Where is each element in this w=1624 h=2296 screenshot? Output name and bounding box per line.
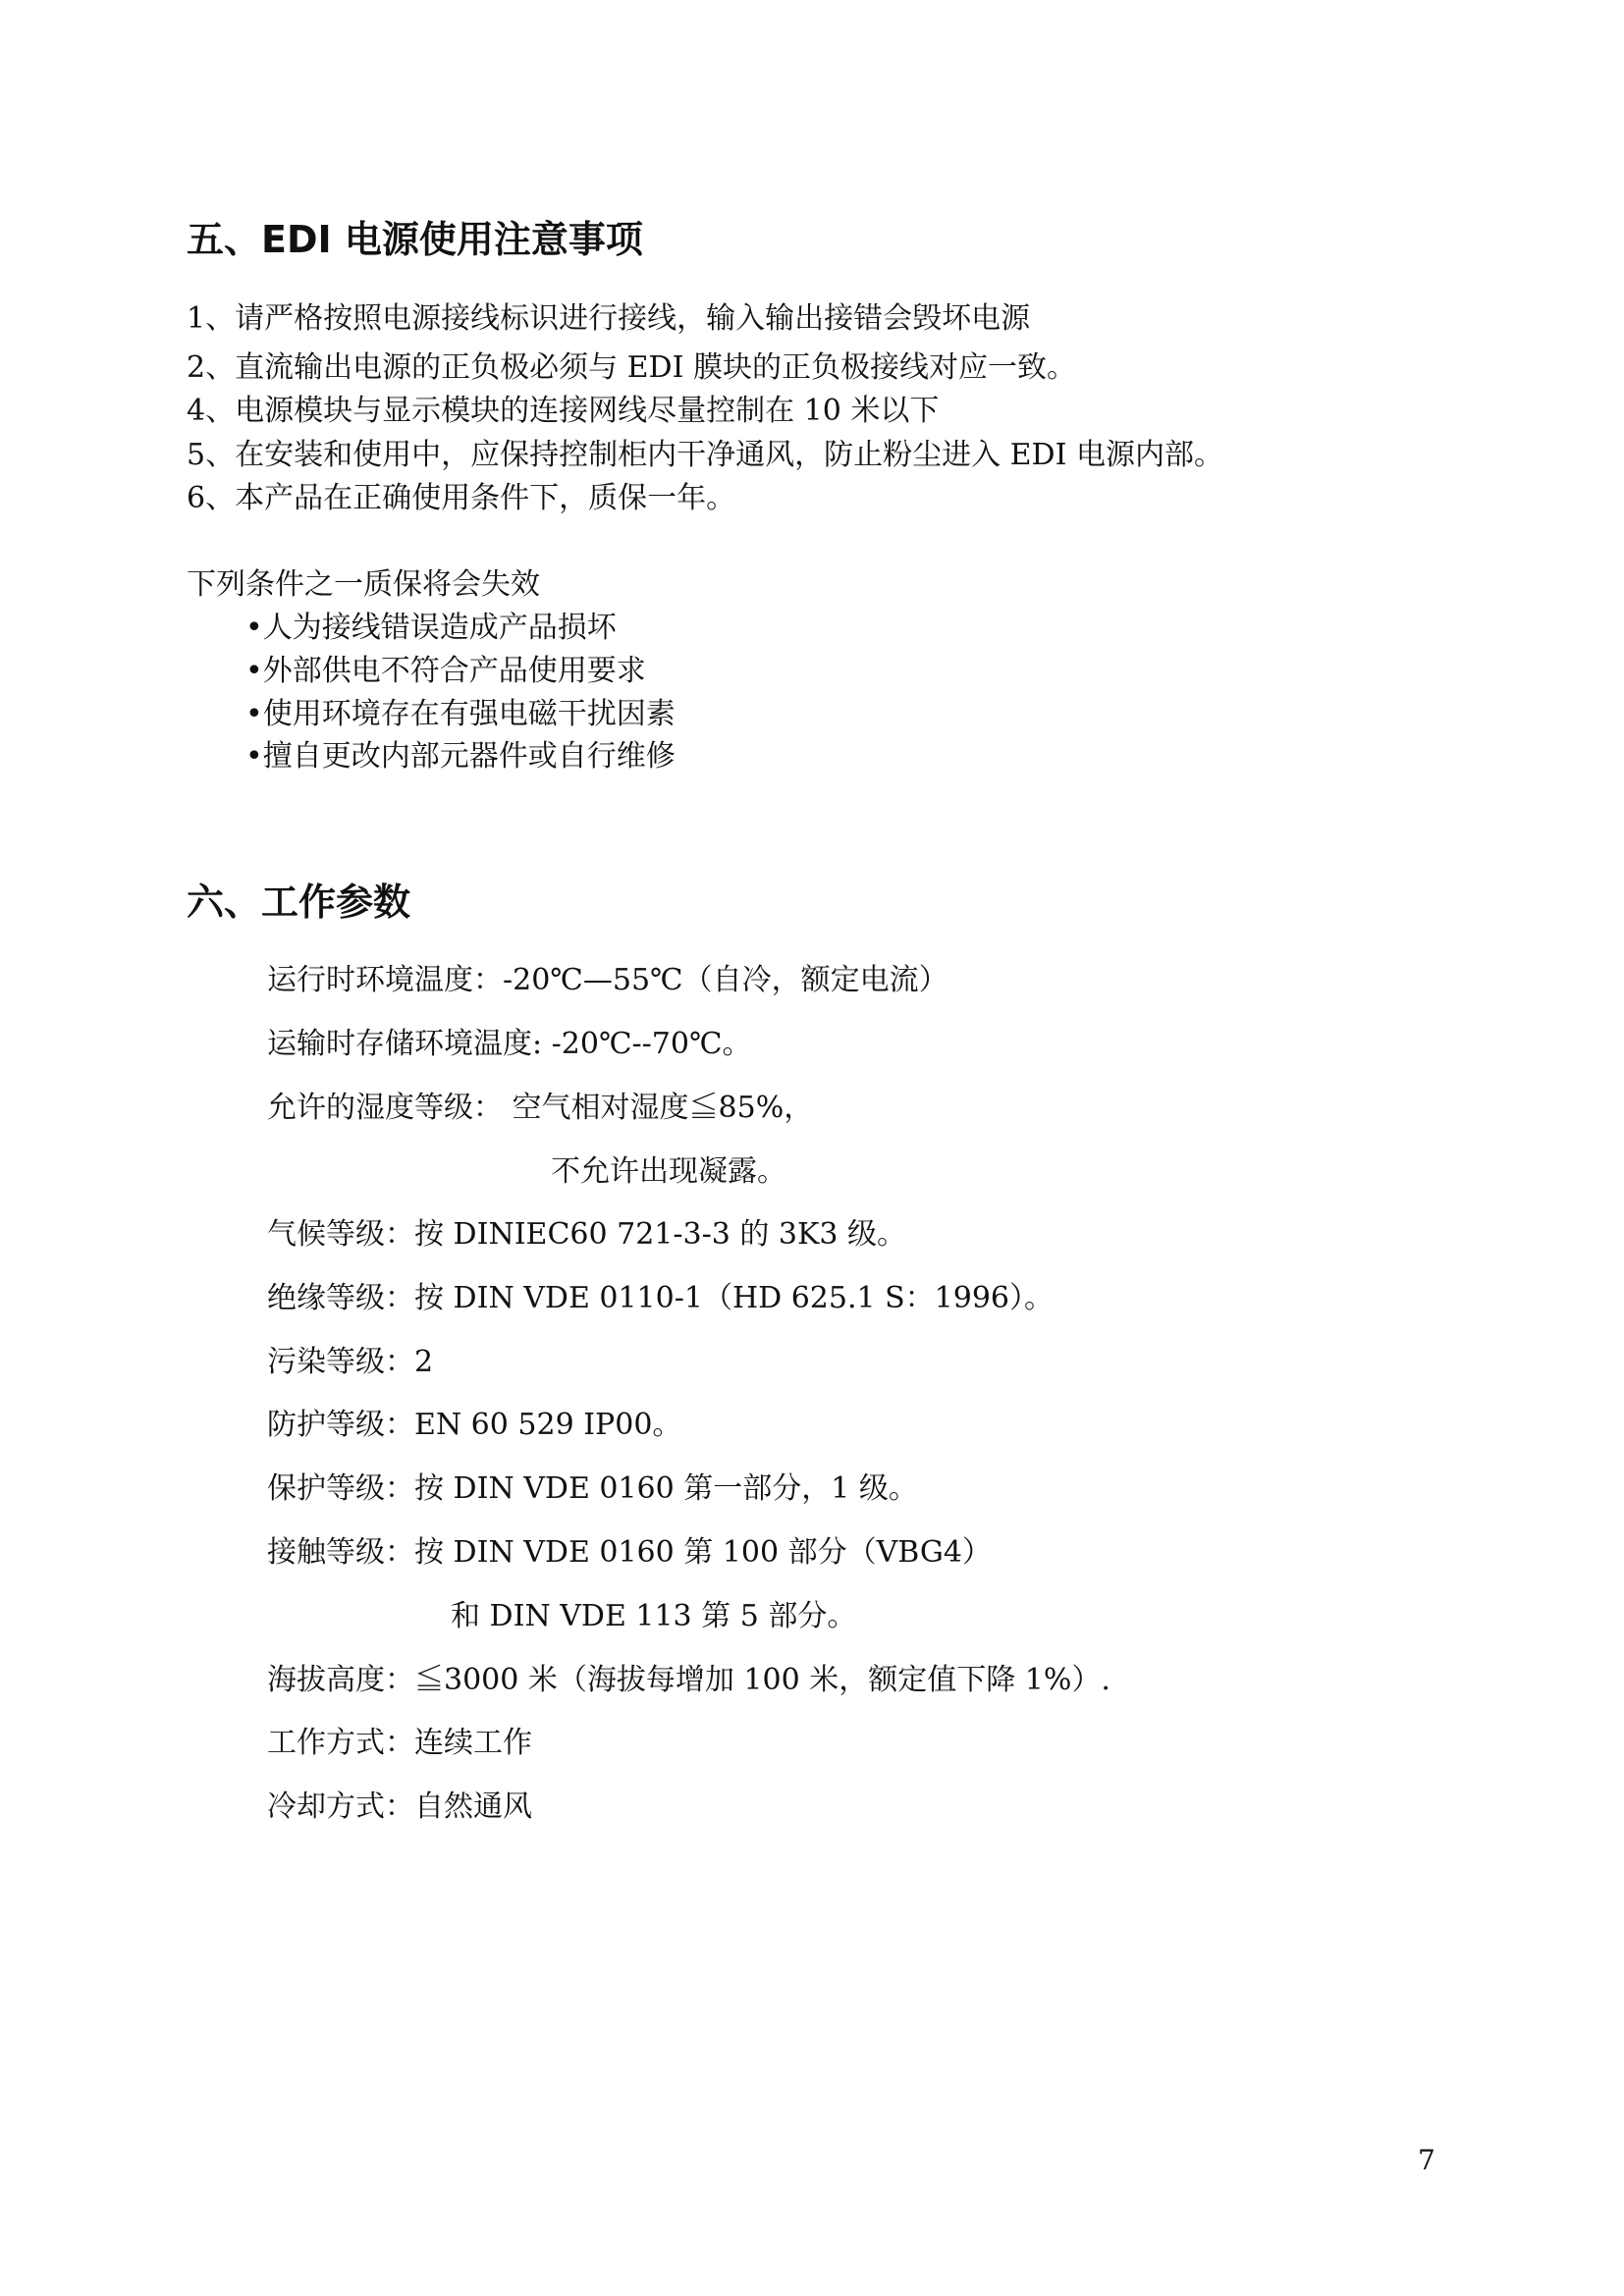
section-6-title: 六、工作参数 — [187, 881, 411, 924]
param-contact-class: 接触等级：按 DIN VDE 0160 第 100 部分（VBG4） — [267, 1535, 992, 1570]
param-contact-class-cont: 和 DIN VDE 113 第 5 部分。 — [451, 1599, 857, 1633]
param-pollution-class: 污染等级：2 — [267, 1345, 434, 1379]
param-storage-temperature: 运输时存储环境温度: -20℃--70℃。 — [267, 1027, 752, 1061]
note-item: 2、直流输出电源的正负极必须与 EDI 膜块的正负极接线对应一致。 — [187, 350, 1076, 385]
param-protection-class: 保护等级：按 DIN VDE 0160 第一部分，1 级。 — [267, 1471, 918, 1506]
warranty-intro: 下列条件之一质保将会失效 — [187, 567, 540, 602]
warranty-bullet: •使用环境存在有强电磁干扰因素 — [245, 697, 676, 731]
warranty-bullet: •人为接线错误造成产品损坏 — [245, 611, 617, 645]
note-item: 6、本产品在正确使用条件下，质保一年。 — [187, 481, 736, 515]
note-item: 4、电源模块与显示模块的连接网线尽量控制在 10 米以下 — [187, 394, 940, 428]
param-cooling-mode: 冷却方式：自然通风 — [267, 1789, 532, 1824]
warranty-bullet: •擅自更改内部元器件或自行维修 — [245, 739, 676, 774]
param-climate-class: 气候等级：按 DINIEC60 721-3-3 的 3K3 级。 — [267, 1217, 907, 1252]
note-item: 5、在安装和使用中，应保持控制柜内干净通风，防止粉尘进入 EDI 电源内部。 — [187, 438, 1223, 472]
param-protection-rating: 防护等级：EN 60 529 IP00。 — [267, 1408, 682, 1442]
param-operating-mode: 工作方式：连续工作 — [267, 1726, 532, 1760]
warranty-bullet: •外部供电不符合产品使用要求 — [245, 654, 646, 688]
section-5-title: 五、EDI 电源使用注意事项 — [187, 218, 643, 261]
page-number: 7 — [1418, 2144, 1435, 2176]
param-altitude: 海拔高度：≦3000 米（海拔每增加 100 米，额定值下降 1%）. — [267, 1663, 1110, 1697]
param-operating-temperature: 运行时环境温度：-20℃—55℃（自冷，额定电流） — [267, 963, 948, 997]
param-humidity-note: 不允许出现凝露。 — [551, 1154, 786, 1189]
note-item: 1、请严格按照电源接线标识进行接线，输入输出接错会毁坏电源 — [187, 301, 1031, 336]
param-insulation-class: 绝缘等级：按 DIN VDE 0110-1（HD 625.1 S：1996）。 — [267, 1281, 1055, 1315]
param-humidity: 允许的湿度等级： 空气相对湿度≦85%， — [267, 1091, 814, 1125]
